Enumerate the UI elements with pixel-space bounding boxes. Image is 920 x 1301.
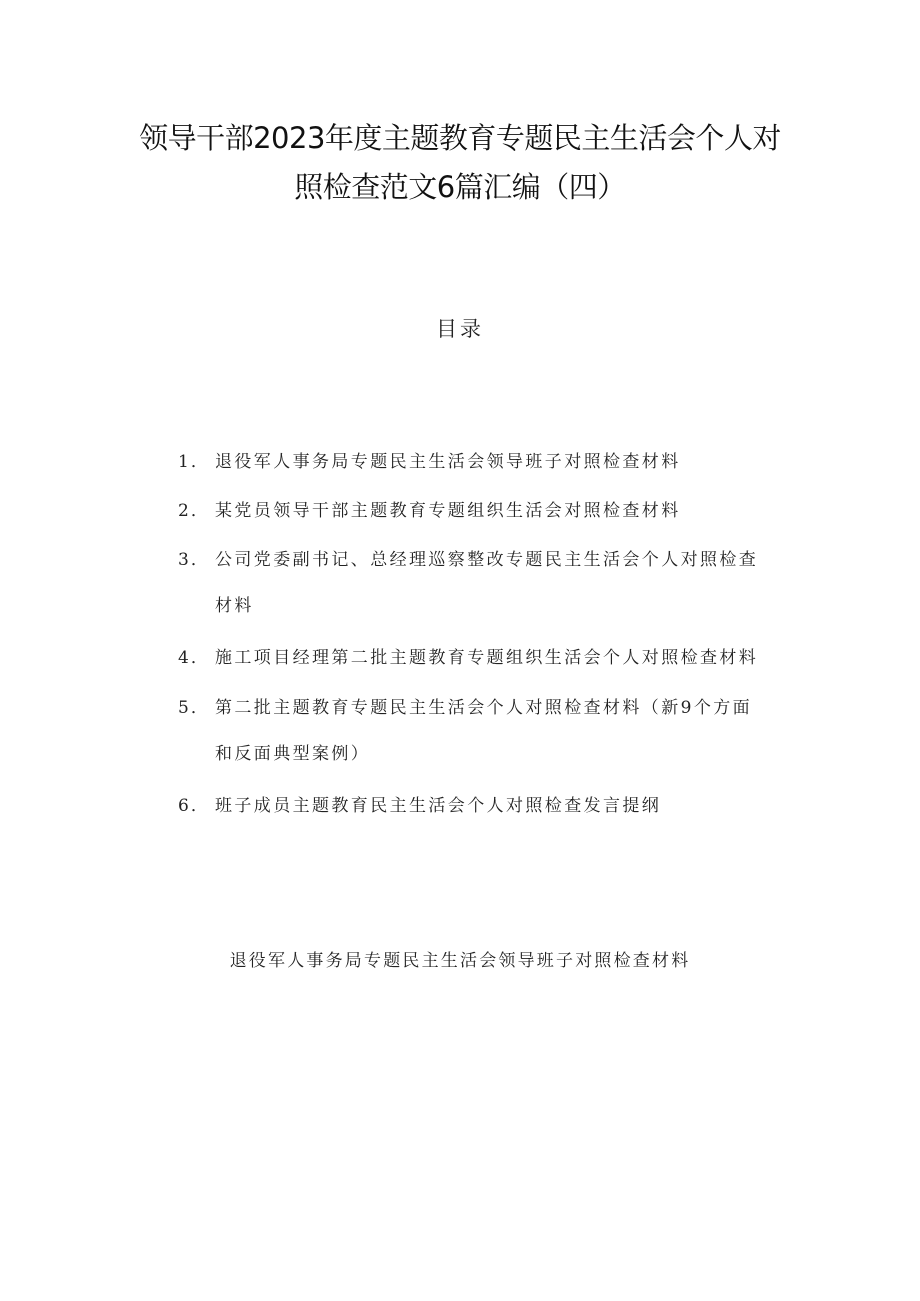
document-title-line-1: 领导干部2023年度主题教育专题民主生活会个人对	[139, 121, 781, 155]
toc-item-number: 2．	[178, 501, 210, 521]
toc-item-text	[215, 452, 785, 472]
toc-item-text	[215, 501, 785, 521]
toc-item-text	[215, 550, 785, 616]
toc-item-text	[215, 796, 785, 816]
toc-heading: 目录	[436, 317, 484, 341]
toc-item-line: 第二批主题教育专题民主生活会个人对照检查材料（新9个方面	[215, 698, 753, 718]
toc-item-line-continued: 和反面典型案例）	[215, 744, 371, 764]
section-title: 退役军人事务局专题民主生活会领导班子对照检查材料	[229, 951, 691, 971]
toc-item-line: 施工项目经理第二批主题教育专题组织生活会个人对照检查材料	[215, 648, 759, 668]
toc-item-number: 3．	[178, 550, 210, 570]
toc-item-number: 1．	[178, 452, 210, 472]
toc-item-text	[215, 648, 785, 668]
toc-item-line: 班子成员主题教育民主生活会个人对照检查发言提纲	[215, 796, 662, 816]
toc-item-line-continued: 材料	[215, 596, 254, 616]
toc-item-number: 5．	[178, 698, 210, 718]
toc-item-line: 某党员领导干部主题教育专题组织生活会对照检查材料	[215, 501, 681, 521]
toc-item-text	[215, 698, 785, 764]
toc-item-line: 退役军人事务局专题民主生活会领导班子对照检查材料	[215, 452, 681, 472]
toc-item-number: 6．	[178, 796, 210, 816]
toc-item-number: 4．	[178, 648, 210, 668]
toc-item-line: 公司党委副书记、总经理巡察整改专题民主生活会个人对照检查	[215, 550, 759, 570]
document-title-line-2: 照检查范文6篇汇编（四）	[294, 170, 626, 204]
